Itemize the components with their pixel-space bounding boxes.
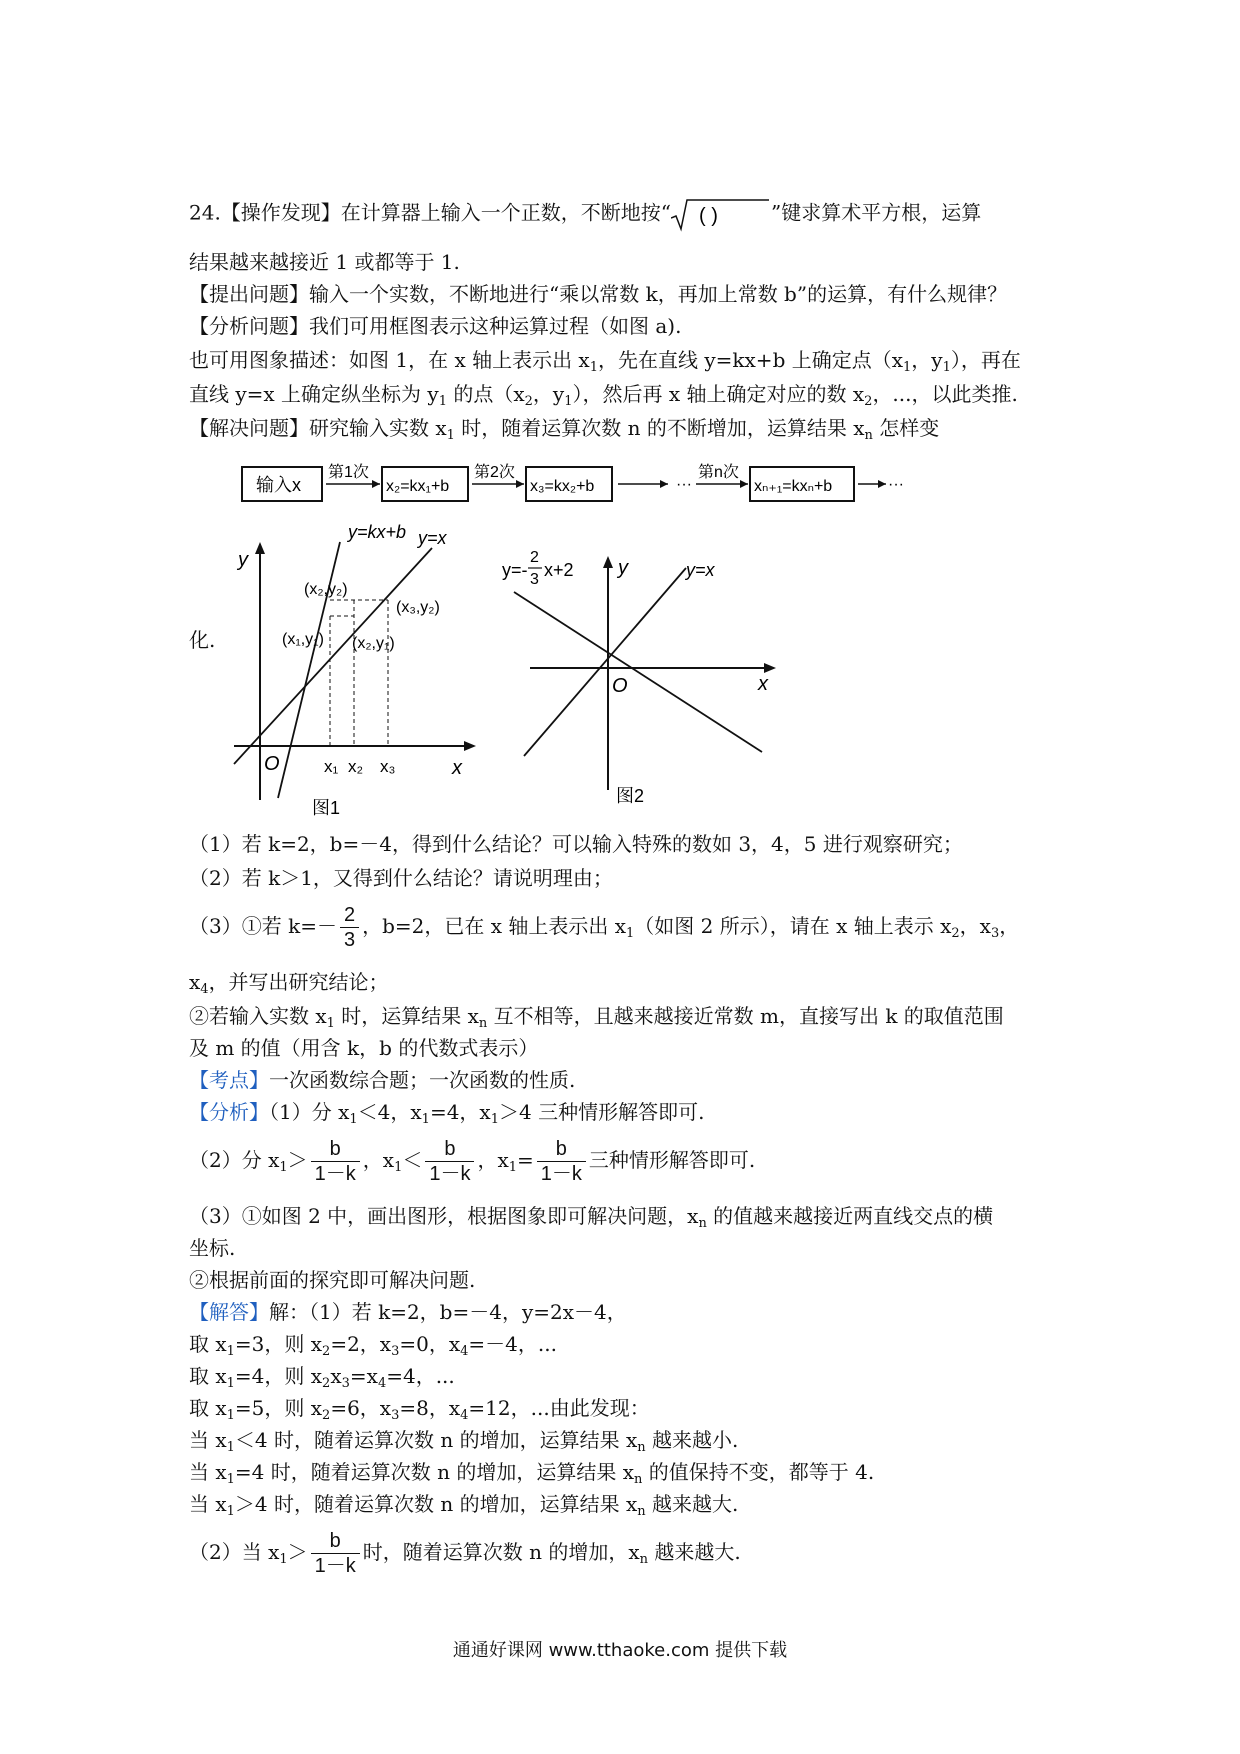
flow-box-3-label: x₃=kx₂+b	[530, 478, 595, 495]
flow-arrow-2-label: 第2次	[474, 464, 515, 481]
fig1-x-label: x	[452, 757, 462, 779]
fig1-point-x3y2: (x₃,y₂)	[396, 599, 440, 616]
flow-box-input-label: 输入x	[256, 475, 301, 495]
fig2-line-yx	[524, 568, 686, 756]
fig1-point-x1y1: (x₁,y₁)	[282, 631, 324, 648]
fig2-y-label: y	[618, 557, 628, 579]
analysis-3: （3）①如图 2 中，画出图形，根据图象即可解决问题，$x_n$ 的值越来越接近两直线交点的横	[189, 1204, 994, 1231]
solve-problem: 【解决问题】研究输入实数 $x_1$ 时，随着运算次数 n 的不断增加，运算结果 $x_n$ 怎样变	[189, 416, 940, 443]
question-line-8: 化.	[189, 628, 216, 652]
fig2-line-yx-label: y=x	[686, 560, 715, 580]
key-point: 【考点】一次函数综合题；一次函数的性质.	[189, 1068, 576, 1092]
analysis-1: 【分析】（1）分 $x_1<4$，$x_1=4$，$x_1>4$ 三种情形解答即可.	[189, 1100, 705, 1127]
figure-2	[500, 540, 800, 820]
fig1-point-x2y2: (x₂,y₂)	[304, 581, 348, 598]
analysis-3-cont: 坐标.	[189, 1236, 236, 1260]
fig2-origin: O	[612, 675, 628, 697]
describe-line-1: 也可用图象描述：如图 1，在 x 轴上表示出 $x_1$，先在直线 y=kx+b 上确定点（$x_1$，$y_1$），再在	[189, 348, 1021, 375]
footer-text: 通通好课网 www.tthaoke.com 提供下载	[452, 1640, 788, 1661]
fig1-y-label: y	[238, 549, 248, 571]
answer-6: 当 $x_1=4$ 时，随着运算次数 n 的增加，运算结果 $x_n$ 的值保持不变，都等于 4.	[189, 1460, 875, 1487]
sub-question-3-2: ②若输入实数 $x_1$ 时，运算结果 $x_n$ 互不相等，且越来越接近常数 m，直接写出 k 的取值范围	[189, 1004, 1004, 1031]
flow-chart	[230, 455, 910, 515]
paren-text: ( )	[699, 205, 718, 227]
arrow-head-icon	[764, 663, 776, 673]
arrow-head-icon	[740, 480, 748, 488]
fig1-line-yx-label: y=x	[418, 528, 447, 548]
raise-problem: 【提出问题】输入一个实数，不断地进行“乘以常数 k，再加上常数 b”的运算，有什么规律？	[189, 282, 1008, 306]
arrow-head-icon	[372, 480, 380, 488]
analysis-4: ②根据前面的探究即可解决问题.	[189, 1268, 476, 1292]
answer-3: 取 $x_1=4$，则 $x_2x_3=x_4=4$，...	[189, 1364, 455, 1391]
answer-1: 【解答】解：（1）若 k=2，b=－4，y=2x－4，	[189, 1300, 627, 1324]
arrow-head-icon	[516, 480, 524, 488]
arrow-head-icon	[603, 556, 613, 568]
fig1-point-x2y1: (x₂,y₁)	[352, 635, 395, 652]
fig1-origin: O	[264, 753, 280, 775]
answer-5: 当 $x_1<4$ 时，随着运算次数 n 的增加，运算结果 $x_n$ 越来越小.	[189, 1428, 739, 1455]
fig2-caption: 图2	[616, 786, 645, 806]
sub-question-3: （3）①若 k=－ $\frac{2}{3}$ ，b=2，已在 x 轴上表示出 $x_1$（如图 2 所示），请在 x 轴上表示 $x_2$，$x_3$，	[189, 904, 1020, 951]
analysis-2: （2）分 $x_1>$ $\frac{b}{1-k}$ ，$x_1<$ $\frac{b}{1-k}$ ，$x_1=$ $\frac{b}{1-k}$ 三种情形解答即可.	[189, 1138, 756, 1185]
answer-2: 取 $x_1=3$，则 $x_2=2$，$x_3=0$，$x_4=-4$，...	[189, 1332, 557, 1359]
answer-4: 取 $x_1=5$，则 $x_2=6$，$x_3=8$，$x_4=12$，...由此发现：	[189, 1396, 650, 1423]
question-line-2: 结果越来越接近 1 或都等于 1.	[189, 250, 460, 274]
question-line-1: 24.【操作发现】在计算器上输入一个正数，不断地按“ ( ) ”键求算术平方根，运算	[189, 196, 981, 232]
flow-tail-dots: ···	[888, 476, 904, 493]
sub-question-1: （1）若 k=2，b=－4，得到什么结论？可以输入特殊的数如 3，4，5 进行观察研究；	[189, 832, 963, 856]
describe-line-2: 直线 y=x 上确定纵坐标为 $y_1$ 的点（$x_2$，$y_1$），然后再 x 轴上确定对应的数 $x_2$，...，以此类推.	[189, 382, 1018, 409]
fig1-line-kxb-label: y=kx+b	[348, 522, 407, 542]
fig2-x-label: x	[758, 673, 768, 695]
fig2-eq-den: 3	[530, 571, 539, 588]
flow-box-2-label: x₂=kx₁+b	[386, 478, 450, 495]
arrow-head-icon	[255, 542, 265, 554]
arrow-head-icon	[464, 741, 476, 751]
flow-dots: ···	[676, 476, 692, 493]
fig2-line-kxb	[514, 592, 762, 752]
flow-arrow-n-label: 第n次	[698, 464, 739, 481]
fig1-tick-x3: x₃	[380, 757, 396, 776]
arrow-head-icon	[660, 480, 668, 488]
fig1-tick-x2: x₂	[348, 757, 364, 776]
fig2-eq-lhs: y=-	[502, 560, 528, 580]
fig2-eq-num: 2	[530, 549, 539, 566]
fig1-tick-x1: x₁	[324, 757, 339, 776]
arrow-head-icon	[878, 480, 886, 488]
sub-question-3-cont: $x_4$，并写出研究结论；	[189, 970, 389, 997]
fig2-eq-rhs: x+2	[544, 560, 574, 580]
flow-arrow-1-label: 第1次	[328, 464, 369, 481]
answer-8: （2）当 $x_1>$ $\frac{b}{1-k}$ 时，随着运算次数 n 的增加，$x_n$ 越来越大.	[189, 1530, 741, 1577]
flow-box-n-label: xₙ₊₁=kxₙ+b	[754, 478, 833, 495]
sub-question-3-2-cont: 及 m 的值（用含 k，b 的代数式表示）	[189, 1036, 539, 1060]
analyze-problem: 【分析问题】我们可用框图表示这种运算过程（如图 a).	[189, 314, 682, 338]
answer-7: 当 $x_1>4$ 时，随着运算次数 n 的增加，运算结果 $x_n$ 越来越大.	[189, 1492, 739, 1519]
fig1-caption: 图1	[312, 798, 341, 818]
sqrt-key-icon	[671, 196, 771, 232]
figure-1	[220, 520, 490, 820]
sub-question-2: （2）若 k＞1，又得到什么结论？请说明理由；	[189, 866, 613, 890]
